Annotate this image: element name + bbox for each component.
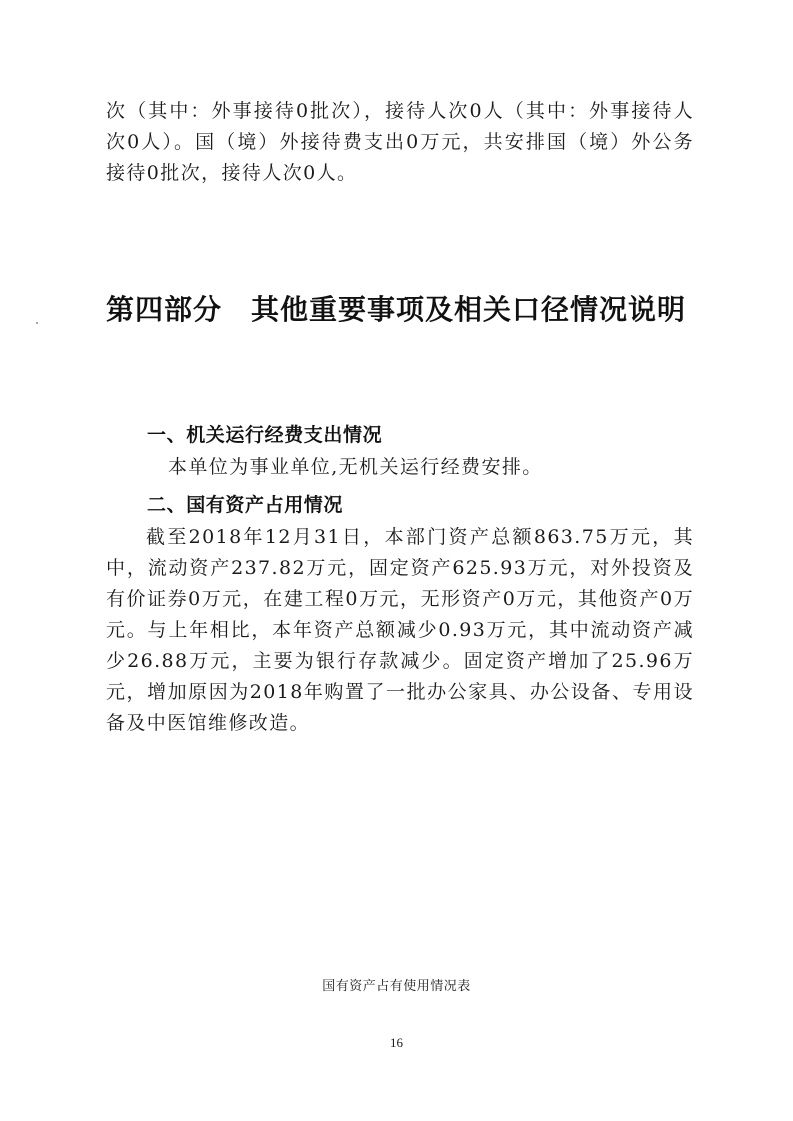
scan-speck [36,322,38,324]
part-four-heading: 第四部分 其他重要事项及相关口径情况说明 [106,293,687,326]
section-2-body: 截至2018年12月31日，本部门资产总额863.75万元，其中，流动资产237.82万元，固定资产625.93万元，对外投资及有价证券0万元，在建工程0万元，无形资产0万元，其他资产0万元。与上年相比，本年资产总额减少0.93万元，其中流动资产减少26.88万元，主要为银行存款减少。固定资产增加了25.96万元，增加原因为2018年购置了一批办公家具、办公设备、专用设备及中医馆维修改造。 [106,526,694,734]
section-2-heading: 二、国有资产占用情况 [147,494,344,516]
table-caption: 国有资产占有使用情况表 [322,979,471,994]
continuation-paragraph: 次（其中：外事接待0批次），接待人次0人（其中：外事接待人次0人）。国（境）外接待费支出0万元，共安排国（境）外公务接待0批次，接待人次0人。 [106,100,694,184]
section-1-body: 本单位为事业单位,无机关运行经费安排。 [168,456,543,478]
section-1-heading: 一、机关运行经费支出情况 [147,424,383,446]
page-number: 16 [390,1035,403,1050]
